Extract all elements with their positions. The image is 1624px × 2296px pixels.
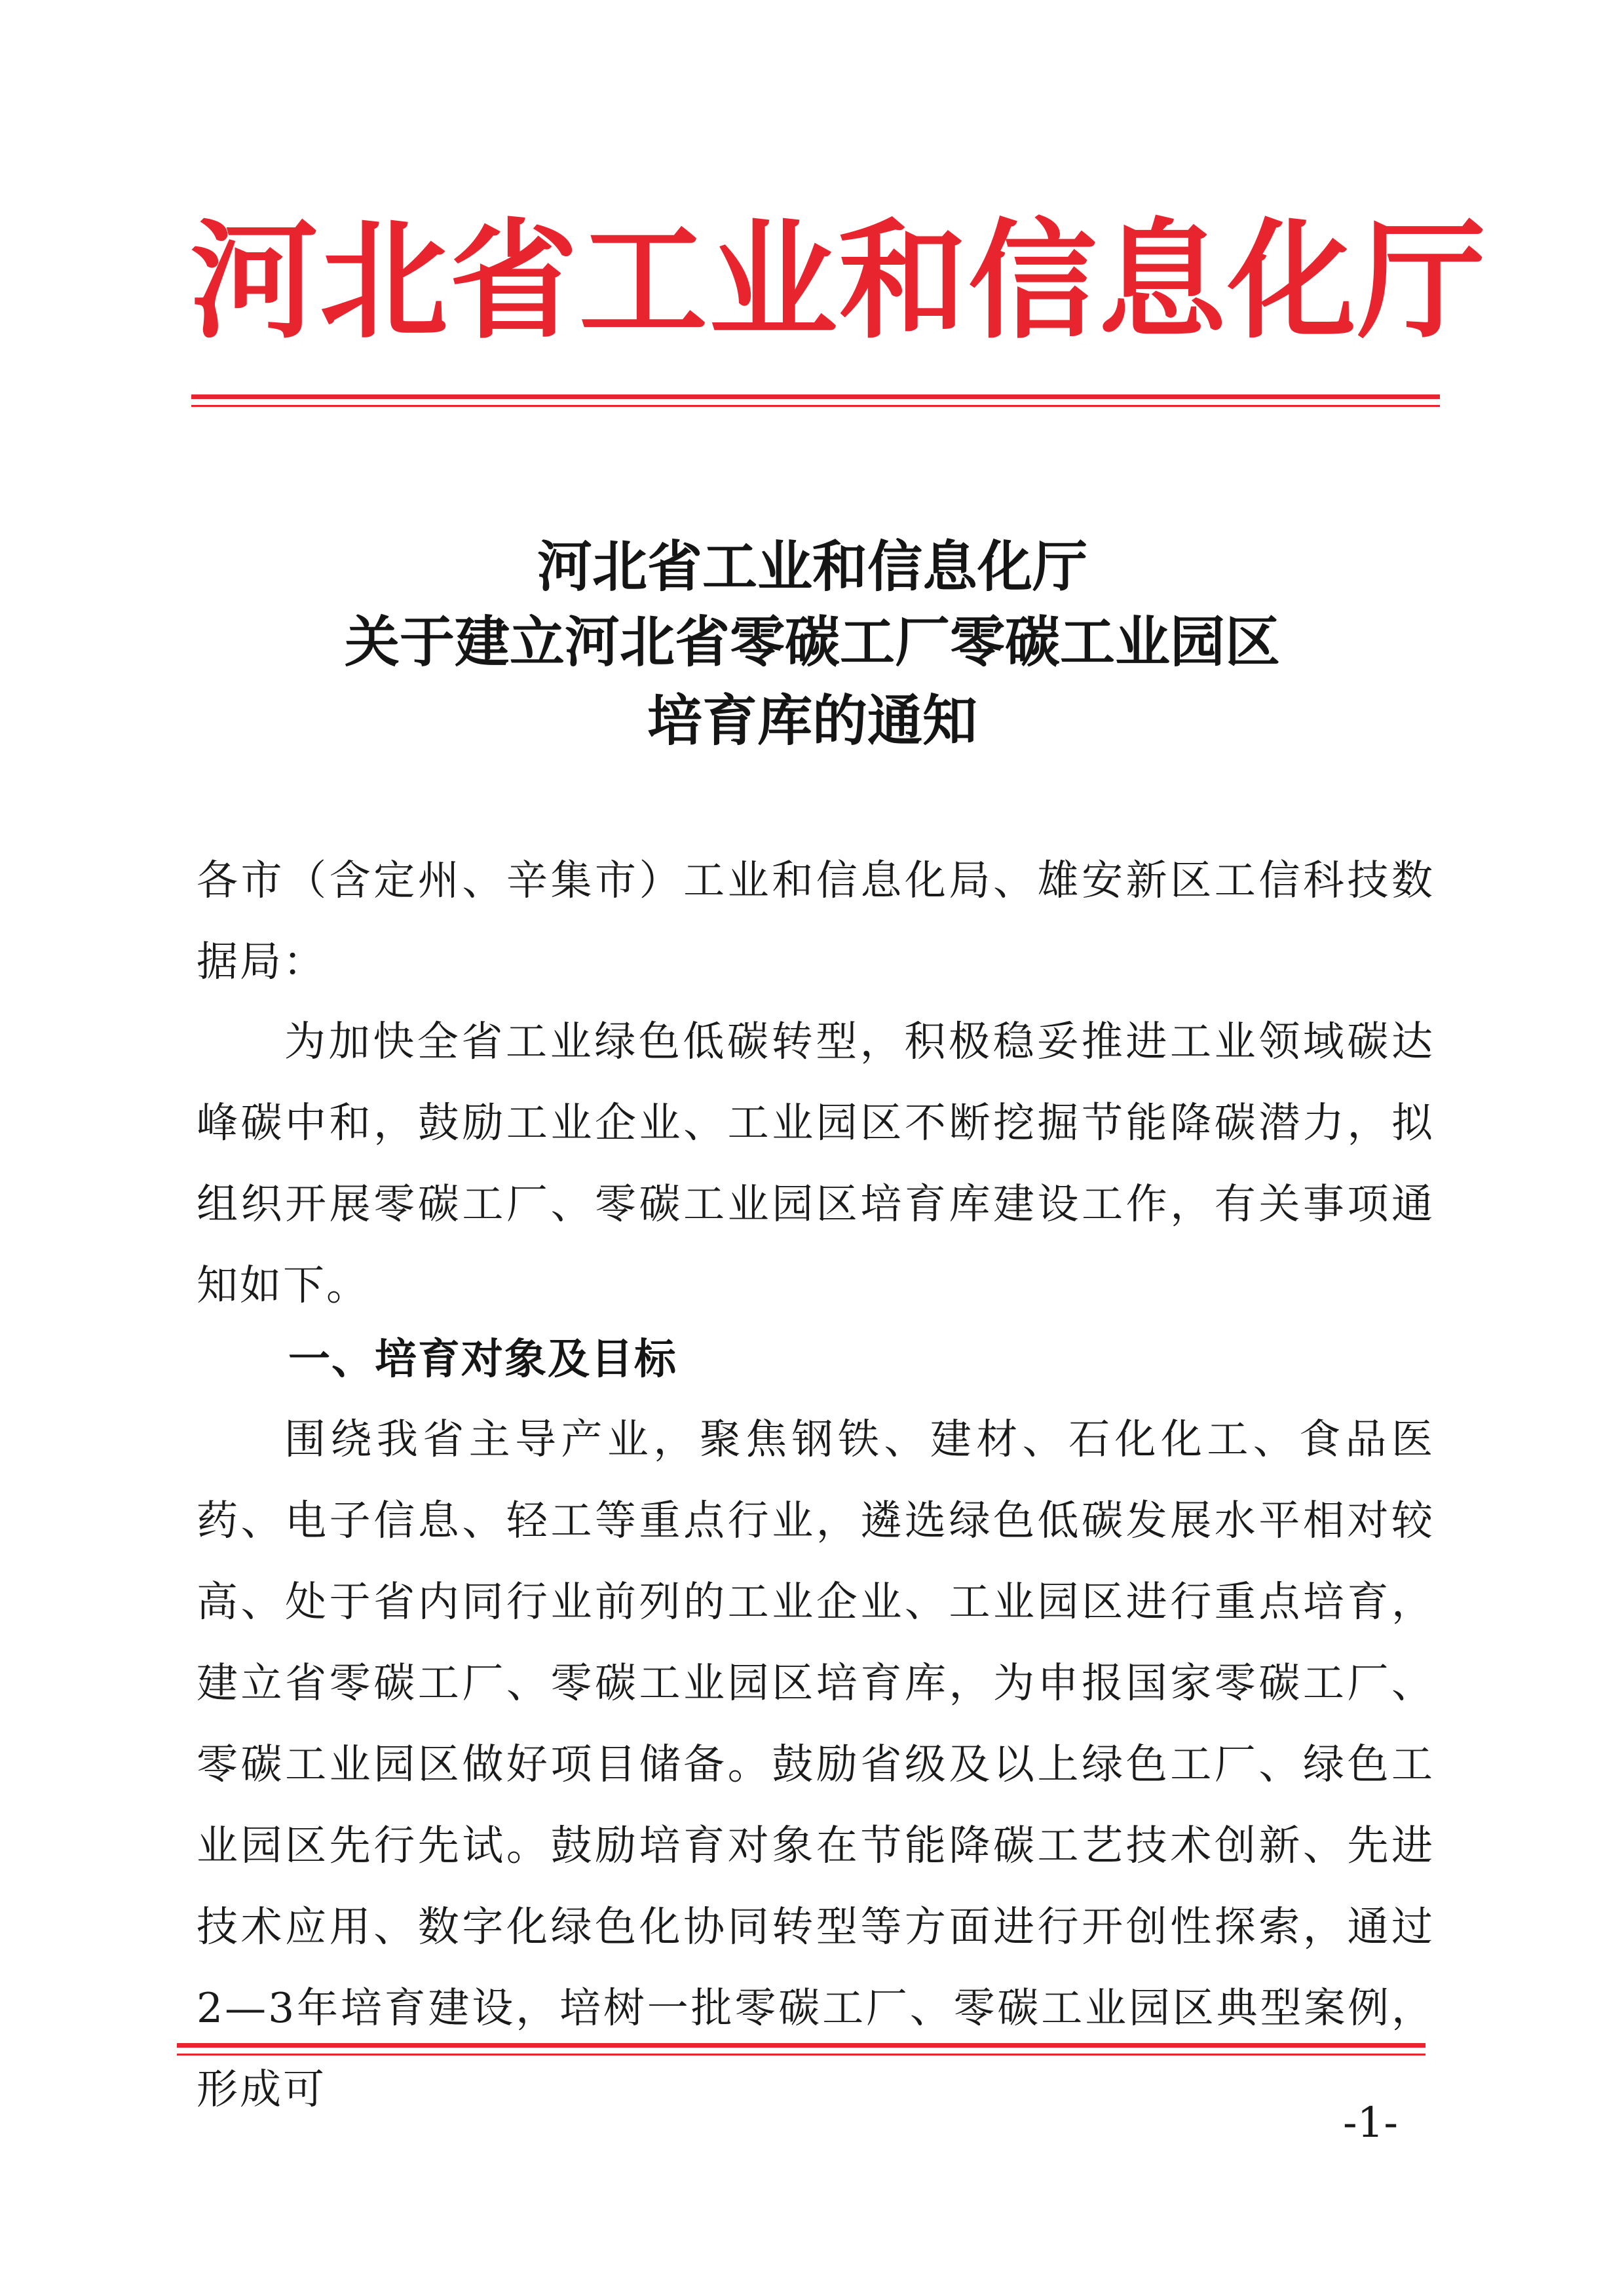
- document-title-line-2: 关于建立河北省零碳工厂零碳工业园区: [344, 610, 1280, 674]
- footer-rule-thick: [177, 2043, 1426, 2048]
- section-1-paragraph: 围绕我省主导产业，聚焦钢铁、建材、石化化工、食品医药、电子信息、轻工等重点行业，遴选绿色低碳发展水平相对较高、处于省内同行业前列的工业企业、工业园区进行重点培育，建立省零碳工厂、零碳工业园区培育库，为申报国家零碳工厂、零碳工业园区做好项目储备。鼓励省级及以上绿色工厂、绿色工业园区先行先试。鼓励培育对象在节能降碳工艺技术创新、先进技术应用、数字化绿色化协同转型等方面进行开创性探索，通过2—3年培育建设，培树一批零碳工厂、零碳工业园区典型案例，形成可: [197, 1415, 1435, 2113]
- document-title-line-1: 河北省工业和信息化厅: [537, 535, 1087, 599]
- masthead-rule-thick: [191, 394, 1440, 399]
- document-title-line-3: 培育库的通知: [647, 689, 977, 753]
- masthead-rule-thin: [191, 405, 1440, 407]
- section-1-heading: 一、培育对象及目标: [288, 1335, 677, 1384]
- page-number: -1-: [1343, 2099, 1398, 2147]
- footer-rule-thin: [177, 2054, 1426, 2056]
- intro-paragraph: 为加快全省工业绿色低碳转型，积极稳妥推进工业领域碳达峰碳中和，鼓励工业企业、工业园区不断挖掘节能降碳潜力，拟组织开展零碳工厂、零碳工业园区培育库建设工作，有关事项通知如下。: [197, 1018, 1435, 1309]
- addressee-paragraph: 各市（含定州、辛集市）工业和信息化局、雄安新区工信科技数据局：: [197, 856, 1435, 985]
- masthead-title: 河北省工业和信息化厅: [190, 207, 1488, 356]
